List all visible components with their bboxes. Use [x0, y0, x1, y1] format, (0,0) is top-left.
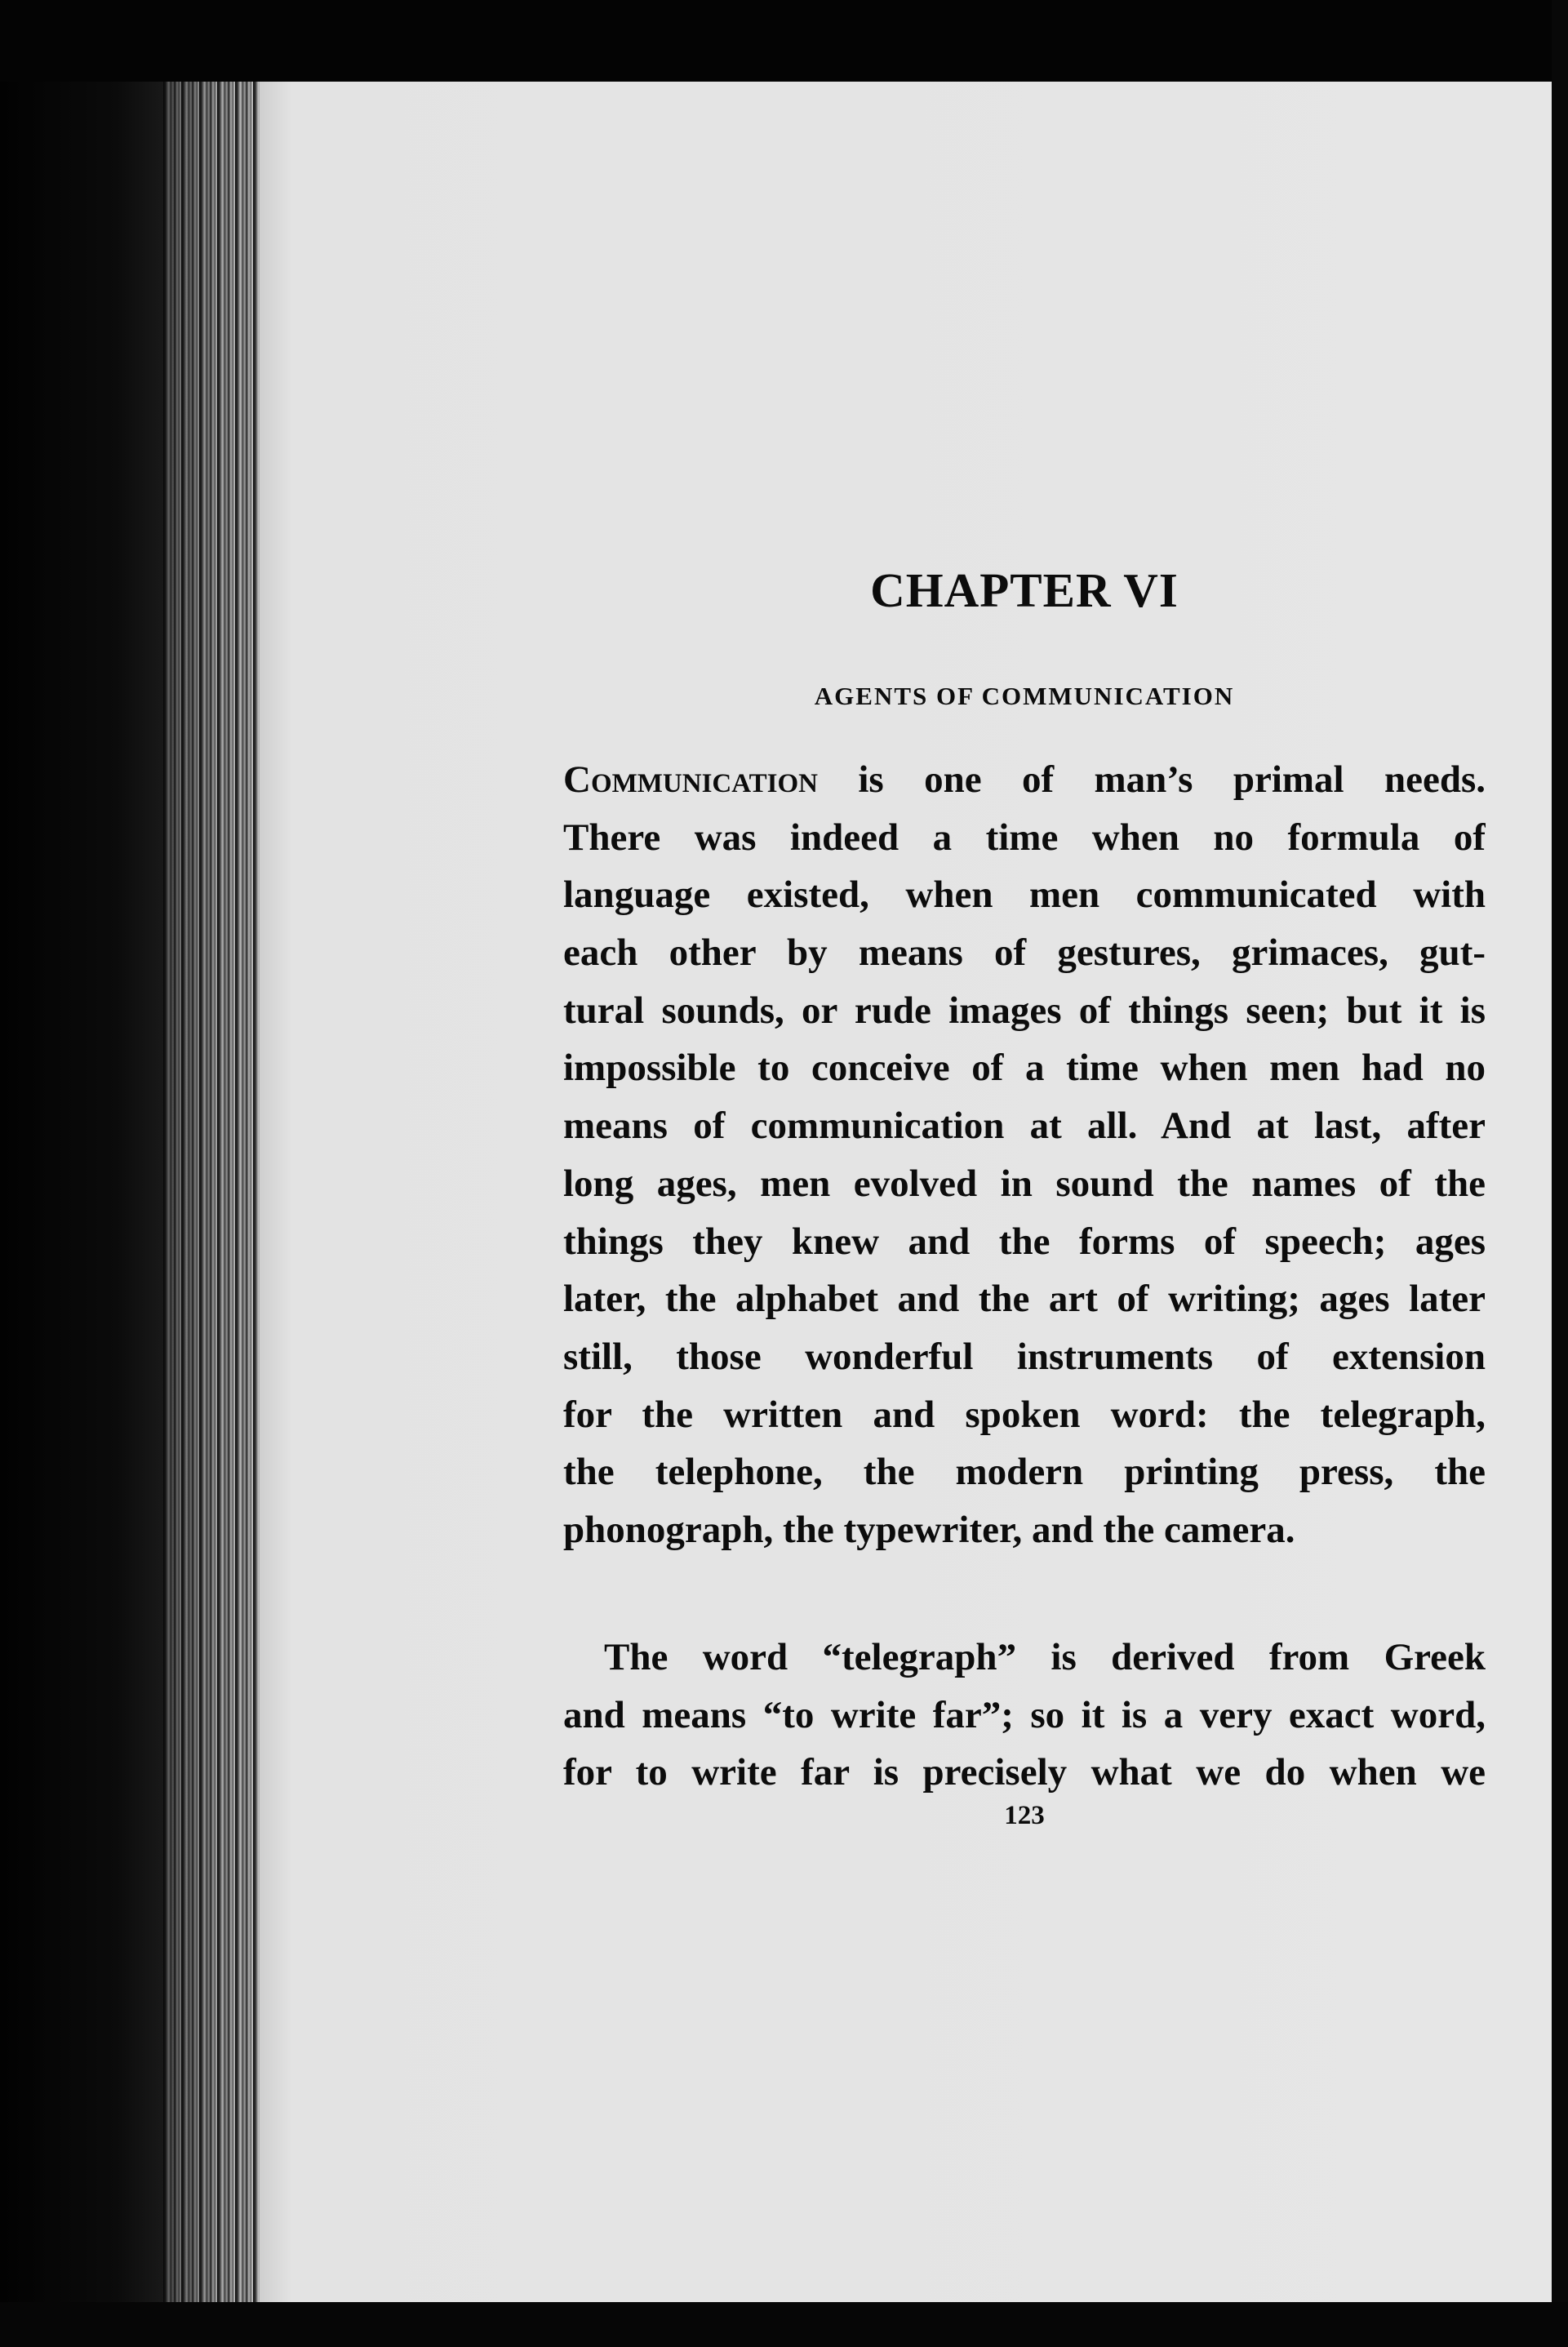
- paragraph-line: impossible to conceive of a time when men had no: [563, 1047, 1486, 1090]
- chapter-title: CHAPTER VI: [870, 563, 1179, 617]
- scan-border-top: [0, 0, 1568, 82]
- paragraph-line: There was indeed a time when no formula of: [563, 816, 1486, 859]
- line-text: The word “telegraph” is derived from Greek: [604, 1636, 1486, 1678]
- line-text: is one of man’s primal needs.: [817, 758, 1486, 801]
- paragraph-line: each other by means of gestures, grimaces, gut-: [563, 931, 1486, 975]
- paragraph-line: language existed, when men communicated with: [563, 873, 1486, 917]
- paragraph-line: [563, 1629, 1486, 1687]
- paragraph-2: [563, 1629, 1486, 1802]
- paragraph-line: phonograph, the typewriter, and the camera.: [563, 1508, 1295, 1551]
- scan-border-right: [1552, 0, 1568, 2347]
- paragraph-line: still, those wonderful instruments of extension: [563, 1335, 1486, 1378]
- paragraph-line: and means “to write far”; so it is a very exact word,: [563, 1693, 1486, 1736]
- paragraph-1: [563, 751, 1486, 1559]
- paragraph-line: means of communication at all. And at last, after: [563, 1105, 1486, 1148]
- paragraph-line: tural sounds, or rude images of things seen; but it is: [563, 989, 1486, 1032]
- paragraph-line: [563, 751, 1486, 809]
- page-number: 123: [1004, 1801, 1045, 1830]
- paragraph-line: the telephone, the modern printing press, the: [563, 1451, 1486, 1494]
- paragraph-line: for to write far is precisely what we do when we: [563, 1751, 1486, 1794]
- scan-border-bottom: [0, 2302, 1568, 2347]
- page-edges-shade: [163, 65, 261, 2302]
- paragraph-line: things they knew and the forms of speech; ages: [563, 1220, 1486, 1263]
- paragraph-line: long ages, men evolved in sound the names of the: [563, 1162, 1486, 1205]
- lead-word: Communication: [563, 758, 818, 801]
- chapter-subtitle: AGENTS OF COMMUNICATION: [814, 682, 1235, 710]
- paragraph-line: for the written and spoken word: the telegraph,: [563, 1393, 1486, 1436]
- paragraph-line: later, the alphabet and the art of writing; ages later: [563, 1278, 1486, 1321]
- book-spine-shadow: [0, 82, 167, 2302]
